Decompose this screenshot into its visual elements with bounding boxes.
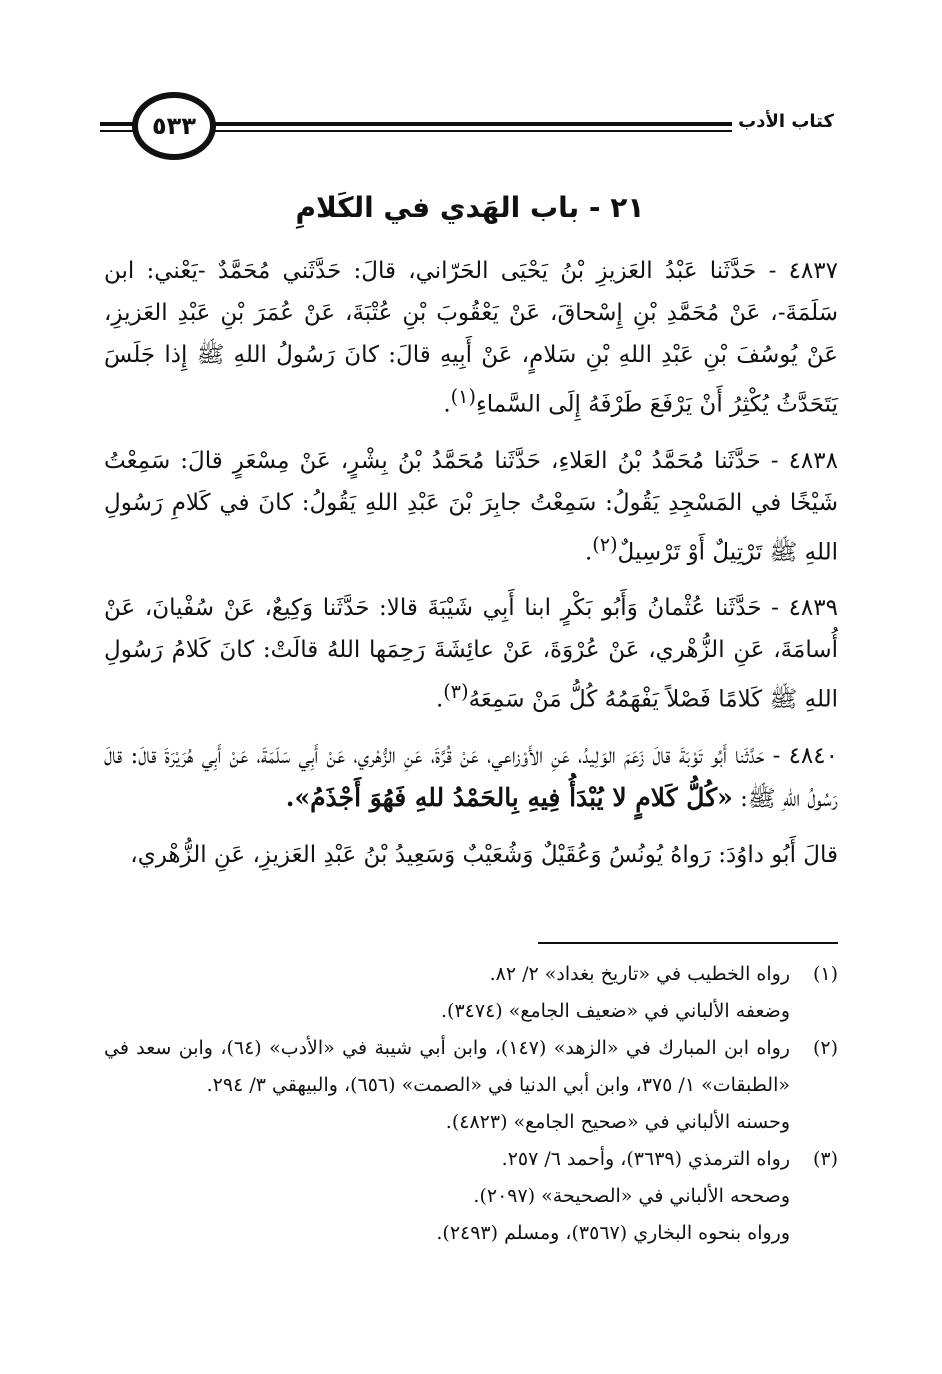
page-number-badge (132, 92, 216, 160)
hadith-paragraph: ٤٨٣٩ - حَدَّثَنا عُثْمانُ وَأَبُو بَكْرٍ ابنا أَبِي شَيْبَةَ قالا: حَدَّثَنا وَكِيعٌ، عَنْ سُفْيانَ، عَنْ أُسامَةَ، عَنِ الزُّهْري، عَنْ عُرْوَةَ، عَنْ عائِشَةَ رَحِمَها اللهُ قالَتْ: كانَ كَلامُ رَسُولِ اللهِ ﷺ كَلامًا فَصْلاً يَفْهَمُهُ كُلُّ مَنْ سَمِعَهُ$^{(٣)}$. (104, 595, 838, 713)
hadith-number: ٤٨٤٠ (788, 742, 838, 769)
footnote (104, 1141, 838, 1252)
footnote-body (104, 1030, 790, 1141)
continuation-paragraph (104, 834, 838, 876)
footnote-marker: (١) (812, 963, 838, 985)
footnotes (104, 956, 838, 1252)
footnote-line: وصححه الألباني في «الصحيحة» (٢٠٩٧). (473, 1185, 790, 1207)
hadith-text: حَدَّثَنا عَبْدُ العَزيزِ بْنُ يَحْيَى الحَرّاني، قالَ: حَدَّثَني مُحَمَّدٌ -يَعْني: ابن سَلَمَةَ-، عَنْ مُحَمَّدِ بْنِ إِسْحاقَ، عَنْ يَعْقُوبَ بْنِ عُتْبَةَ، عَنْ عُمَرَ بْنِ عَبْدِ العَزيزِ، عَنْ يُوسُفَ بْنِ عَبْدِ اللهِ بْنِ سَلامٍ، عَنْ أَبِيهِ قالَ: كانَ رَسُولُ اللهِ ﷺ إِذا جَلَسَ يَتَحَدَّثُ يُكْثِرُ أَنْ يَرْفَعَ طَرْفَهُ إِلَى السَّماءِ (104, 258, 838, 418)
page-header (100, 92, 840, 172)
hadith-quote: «كُلُّ كَلامٍ لا يُبْدَأُ فِيهِ بِالحَمْدُ للهِ فَهُوَ أَجْذَمُ». (285, 782, 733, 812)
footnote-line: رواه الترمذي (٣٦٣٩)، وأحمد ٦/ ٢٥٧. (501, 1148, 790, 1170)
hadith-paragraph: ٤٨٤٠ - حَدَّثَنا أَبُو تَوْبَةَ قالَ زَعَمَ الوَلِيدُ، عَنِ الأَوْزاعي، عَنْ قُرَّةَ، عَنِ الزُّهْري، عَنْ أَبِي سَلَمَةَ، عَنْ أَبِي هُرَيْرَةَ قالَ: قالَ رَسُولُ اللهِ ﷺ: «كُلُّ كَلامٍ لا يُبْدَأُ فِيهِ بِالحَمْدُ للهِ فَهُوَ أَجْذَمُ». (104, 742, 838, 812)
hadith-number: ٤٨٣٩ (788, 595, 838, 622)
footnote-line: وحسنه الألباني في «صحيح الجامع» (٤٨٢٣). (445, 1111, 790, 1133)
footnote-marker: (٢) (812, 1037, 838, 1059)
hadith-number: ٤٨٣٨ (788, 447, 838, 474)
hadith-text: حَدَّثَنا أَبُو تَوْبَةَ قالَ زَعَمَ الوَلِيدُ، عَنِ الأَوْزاعي، عَنْ قُرَّةَ، عَنِ الزُّهْري، عَنْ أَبِي سَلَمَةَ، عَنْ أَبِي هُرَيْرَةَ قالَ: قالَ رَسُولُ اللهِ ﷺ: (104, 742, 838, 812)
book-title: كتاب الأدب (732, 110, 840, 134)
footnote-line: رواه الخطيب في «تاريخ بغداد» ٢/ ٨٢. (489, 963, 790, 985)
footnote-body (104, 1141, 790, 1252)
hadith-paragraph: ٤٨٣٨ - حَدَّثَنا مُحَمَّدُ بْنُ العَلاءِ، حَدَّثَنا مُحَمَّدُ بْنُ بِشْرٍ، عَنْ مِسْعَرٍ قالَ: سَمِعْتُ شَيْخًا في المَسْجِدِ يَقُولُ: سَمِعْتُ جابِرَ بْنَ عَبْدِ اللهِ يَقُولُ: كانَ في كَلامِ رَسُولِ اللهِ ﷺ تَرْتِيلٌ أَوْ تَرْسِيلٌ$^{(٢)}$. (104, 447, 838, 566)
footnote (104, 956, 838, 1030)
hadith-text: حَدَّثَنا مُحَمَّدُ بْنُ العَلاءِ، حَدَّثَنا مُحَمَّدُ بْنُ بِشْرٍ، عَنْ مِسْعَرٍ قالَ: سَمِعْتُ شَيْخًا في المَسْجِدِ يَقُولُ: سَمِعْتُ جابِرَ بْنَ عَبْدِ اللهِ يَقُولُ: كانَ في كَلامِ رَسُولِ اللهِ ﷺ تَرْتِيلٌ أَوْ تَرْسِيلٌ (104, 447, 838, 566)
footnote-ref: (٣) (443, 680, 469, 704)
chapter-heading: ٢١ - باب الهَدي في الكَلامِ (295, 191, 645, 224)
footnote-ref: (٢) (592, 532, 618, 556)
footnote-marker: (٣) (812, 1148, 838, 1170)
header-rule (208, 122, 748, 126)
hadith-paragraph: ٤٨٣٧ - حَدَّثَنا عَبْدُ العَزيزِ بْنُ يَحْيَى الحَرّاني، قالَ: حَدَّثَني مُحَمَّدٌ -يَعْني: ابن سَلَمَةَ-، عَنْ مُحَمَّدِ بْنِ إِسْحاقَ، عَنْ يَعْقُوبَ بْنِ عُتْبَةَ، عَنْ عُمَرَ بْنِ عَبْدِ العَزيزِ، عَنْ يُوسُفَ بْنِ عَبْدِ اللهِ بْنِ سَلامٍ، عَنْ أَبِيهِ قالَ: كانَ رَسُولُ اللهِ ﷺ إِذا جَلَسَ يَتَحَدَّثُ يُكْثِرُ أَنْ يَرْفَعَ طَرْفَهُ إِلَى السَّماءِ$^{(١)}$. (104, 258, 838, 418)
continuation-text: قالَ أَبُو داوُدَ: رَواهُ يُونُسُ وَعُقَيْلٌ وَشُعَيْبٌ وَسَعِيدُ بْنُ عَبْدِ العَزيزِ، عَنِ الزُّهْري، (130, 841, 838, 868)
footnote-separator (538, 942, 838, 944)
footnote-ref: (١) (450, 385, 476, 408)
main-text (104, 250, 838, 890)
footnote (104, 1030, 838, 1141)
page-number: ٥٣٣ (152, 112, 196, 140)
hadith-text: حَدَّثَنا عُثْمانُ وَأَبُو بَكْرٍ ابنا أَبِي شَيْبَةَ قالا: حَدَّثَنا وَكِيعٌ، عَنْ سُفْيانَ، عَنْ أُسامَةَ، عَنِ الزُّهْري، عَنْ عُرْوَةَ، عَنْ عائِشَةَ رَحِمَها اللهُ قالَتْ: كانَ كَلامُ رَسُولِ اللهِ ﷺ كَلامًا فَصْلاً يَفْهَمُهُ كُلُّ مَنْ سَمِعَهُ (104, 595, 838, 713)
footnote-line: رواه ابن المبارك في «الزهد» (١٤٧)، وابن أبي شيبة في «الأدب» (٦٤)، وابن سعد في «الطبقات» ١/ ٣٧٥، وابن أبي الدنيا في «الصمت» (٦٥٦)، والبيهقي ٣/ ٢٩٤. (104, 1037, 790, 1096)
footnote-line: وضعفه الألباني في «ضعيف الجامع» (٣٤٧٤). (441, 1000, 790, 1022)
header-rule (208, 130, 748, 132)
footnote-body (104, 956, 790, 1030)
hadith-number: ٤٨٣٧ (788, 258, 838, 284)
footnote-line: ورواه بنحوه البخاري (٣٥٦٧)، ومسلم (٢٤٩٣). (436, 1222, 790, 1244)
